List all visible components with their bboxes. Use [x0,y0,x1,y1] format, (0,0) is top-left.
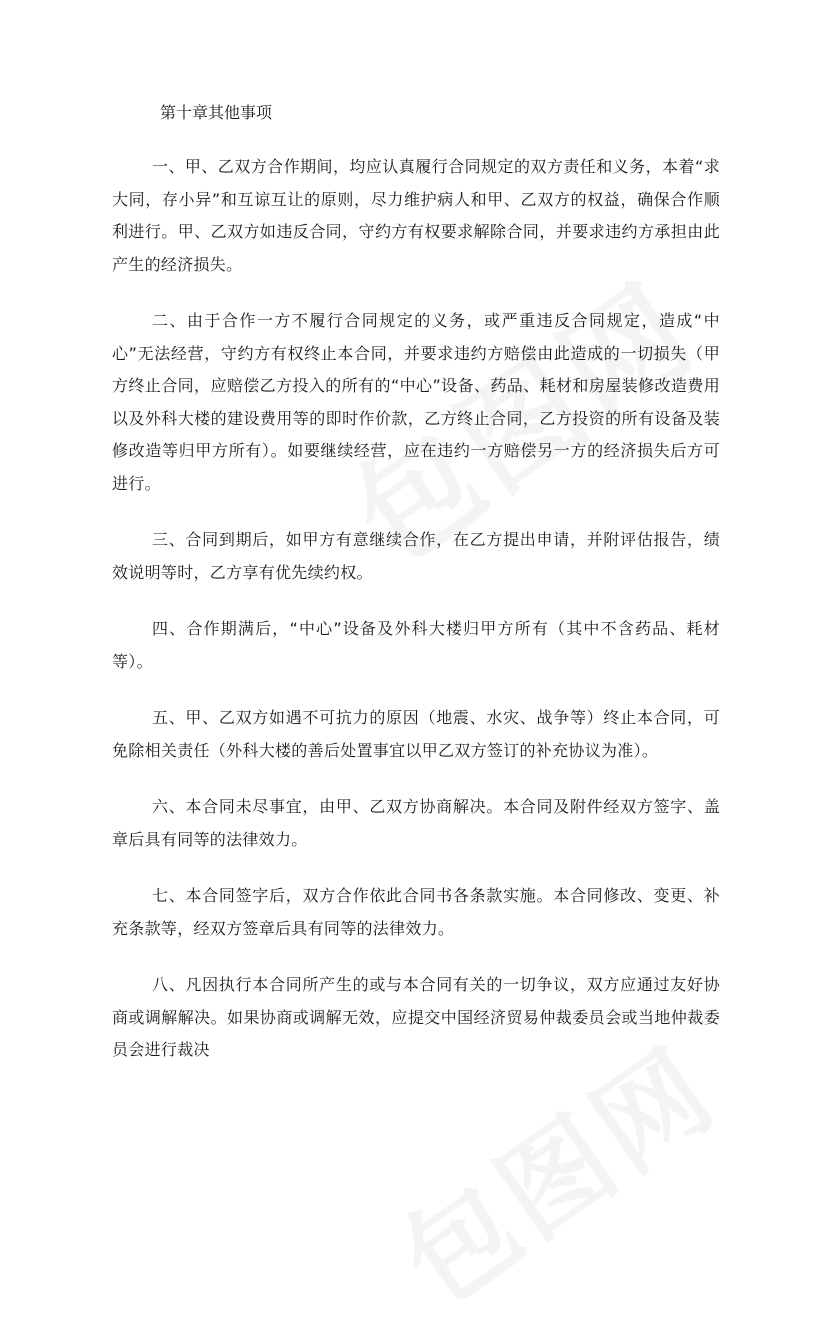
clause-6: 六、本合同未尽事宜，由甲、乙双方协商解决。本合同及附件经双方签字、盖章后具有同等的法律效力。 [112,797,720,849]
clause-5: 五、甲、乙双方如遇不可抗力的原因（地震、水灾、战争等）终止本合同，可免除相关责任（外科大楼的善后处置事宜以甲乙双方签订的补充协议为准）。 [112,708,720,760]
clause-2: 二、由于合作一方不履行合同规定的义务，或严重违反合同规定，造成“中心”无法经营，守约方有权终止本合同，并要求违约方赔偿由此造成的一切损失（甲方终止合同，应赔偿乙方投入的所有的“中心”设备、药品、耗材和房屋装修改造费用以及外科大楼的建设费用等的即时作价款，乙方终止合同，乙方投资的所有设备及装修改造等归甲方所有）。如要继续经营，应在违约一方赔偿另一方的经济损失后方可进行。 [112,311,720,493]
clause-7: 七、本合同签字后，双方合作依此合同书各条款实施。本合同修改、变更、补充条款等，经双方签章后具有同等的法律效力。 [112,886,720,938]
document-page [112,97,720,1091]
clause-8: 八、凡因执行本合同所产生的或与本合同有关的一切争议，双方应通过友好协商或调解解决。如果协商或调解无效，应提交中国经济贸易仲裁委员会或当地仲裁委员会进行裁决 [112,975,720,1059]
clause-1: 一、甲、乙双方合作期间，均应认真履行合同规定的双方责任和义务，本着“求大同，存小异”和互谅互让的原则，尽力维护病人和甲、乙双方的权益，确保合作顺利进行。甲、乙双方如违反合同，守约方有权要求解除合同，并要求违约方承担由此产生的经济损失。 [112,157,720,274]
clause-3: 三、合同到期后，如甲方有意继续合作，在乙方提出申请，并附评估报告，绩效说明等时，乙方享有优先续约权。 [112,530,720,582]
chapter-title: 第十章其他事项 [160,103,273,122]
clause-4: 四、合作期满后，“中心”设备及外科大楼归甲方所有（其中不含药品、耗材等）。 [112,619,720,671]
